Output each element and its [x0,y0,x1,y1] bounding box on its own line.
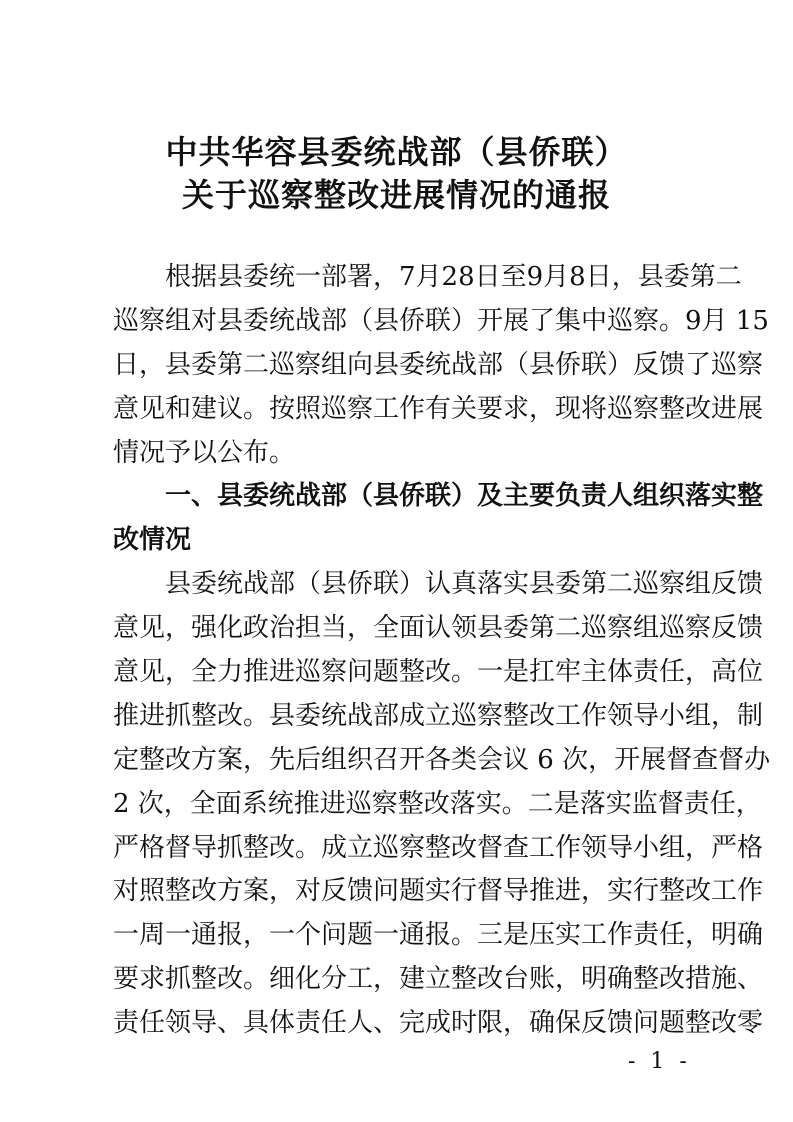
paragraph-line: 要求抓整改。细化分工，建立整改台账，明确整改措施、 [113,964,764,995]
paragraph-line: 责任领导、具体责任人、完成时限，确保反馈问题整改零 [113,1008,764,1039]
document-title-line-2: 关于巡察整改进展情况的通报 [181,176,611,214]
section-heading-line: 改情况 [113,525,192,556]
paragraph-line: 严格督导抓整改。成立巡察整改督查工作领导小组，严格 [113,832,764,863]
paragraph-line: 一周一通报，一个问题一通报。三是压实工作责任，明确 [113,920,764,951]
paragraph-line: 推进抓整改。县委统战部成立巡察整改工作领导小组，制 [113,700,764,731]
paragraph-line: 意见和建议。按照巡察工作有关要求，现将巡察整改进展 [113,393,764,424]
paragraph-line: 巡察组对县委统战部（县侨联）开展了集中巡察。9月 15 [113,305,769,336]
paragraph-line: 县委统战部（县侨联）认真落实县委第二巡察组反馈 [165,569,764,600]
paragraph-line: 日，县委第二巡察组向县委统战部（县侨联）反馈了巡察 [113,349,764,380]
paragraph-line: 定整改方案，先后组织召开各类会议 6 次，开展督查督办 [113,744,771,775]
document-title-line-1: 中共华容县委统战部（县侨联） [165,133,628,171]
paragraph-line: 意见，强化政治担当，全面认领县委第二巡察组巡察反馈 [113,613,764,644]
paragraph-line: 意见，全力推进巡察问题整改。一是扛牢主体责任，高位 [113,657,764,688]
page-number: - 1 - [628,1049,691,1074]
section-heading-line: 一、县委统战部（县侨联）及主要负责人组织落实整 [165,481,764,512]
paragraph-line: 情况予以公布。 [113,437,296,468]
paragraph-line: 2 次，全面系统推进巡察整改落实。二是落实监督责任， [113,788,762,819]
document-body [113,256,771,1046]
paragraph-line: 对照整改方案，对反馈问题实行督导推进，实行整改工作 [113,876,764,907]
paragraph-line: 根据县委统一部署，7月28日至9月8日，县委第二 [165,262,742,292]
